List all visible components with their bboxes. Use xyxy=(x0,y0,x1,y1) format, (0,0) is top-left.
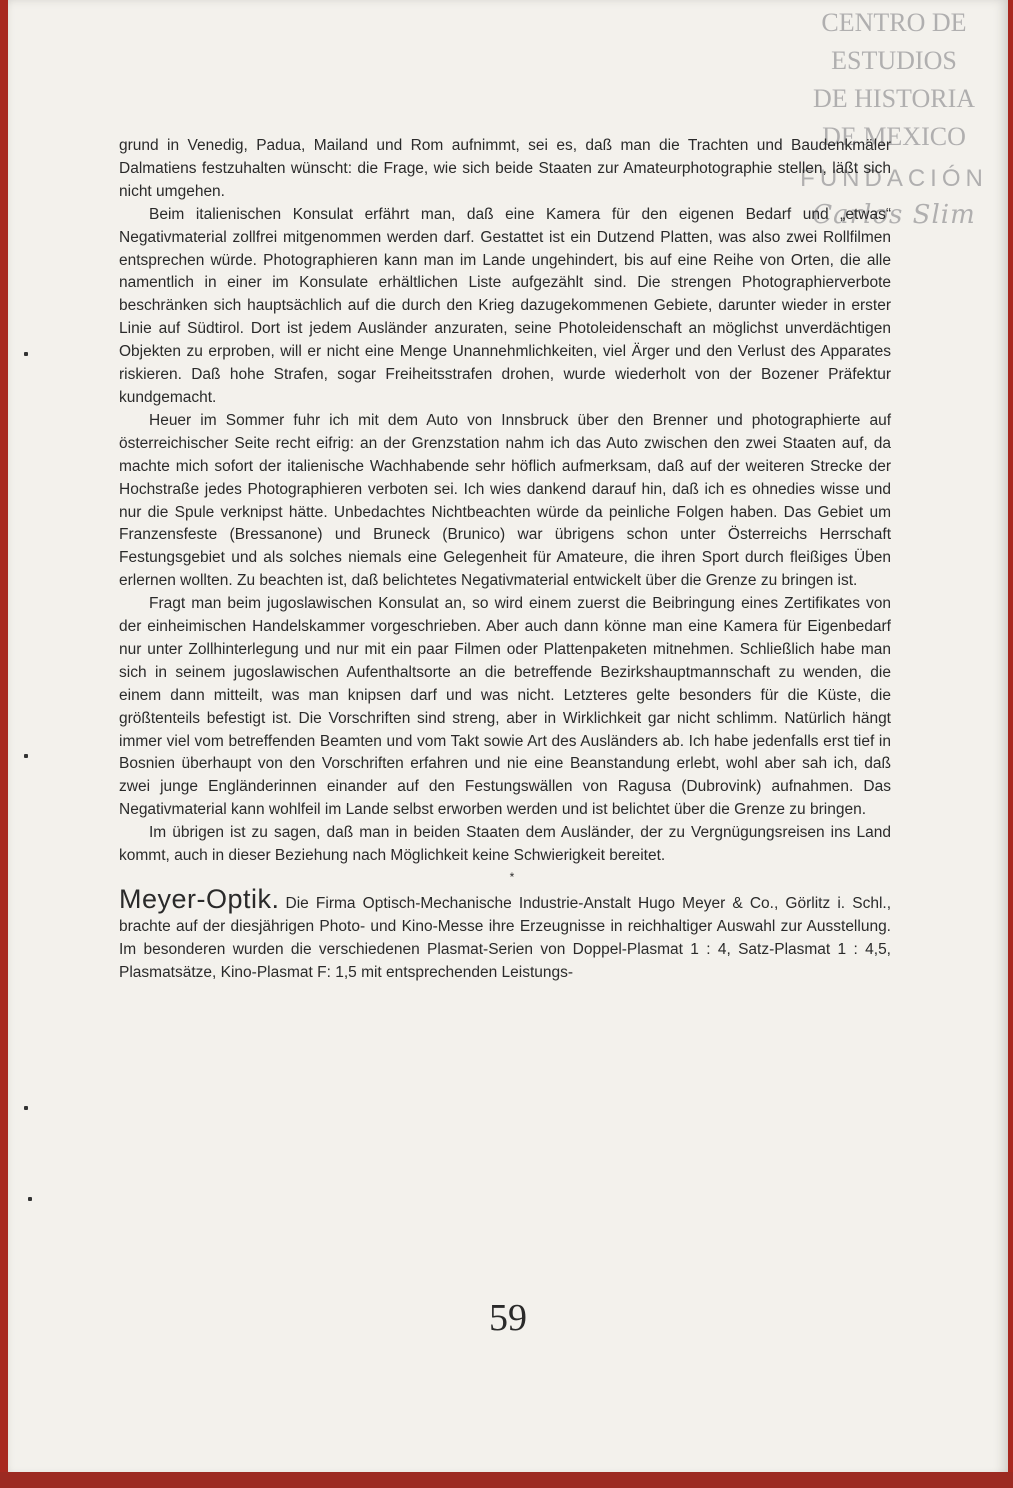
paragraph: Heuer im Sommer fuhr ich mit dem Auto von Innsbruck über den Brenner und photographierte auf österreichischer Seite recht eifrig: an der Grenzstation nahm ich das Auto zwischen den zwei Staaten auf, da machte mich sofort der italienische Wachhabende sehr höflich aufmerksam, daß auf der weiteren Strecke der Hochstraße jedes Photographieren verboten sei. Ich wies dankend darauf hin, daß ich es ohnedies wisse und nur die Spule verknipst hätte. Unbedachtes Nichtbeachten würde da peinliche Folgen haben. Das Gebiet um Franzensfeste (Bressanone) und Bruneck (Brunico) war übrigens schon unter Österreichs Herrschaft Festungsgebiet und als solches niemals eine Gelegenheit für Amateure, die ihren Sport durch fleißiges Üben erlernen wollten. Zu beachten ist, daß belichtetes Negativmaterial entwickelt über die Grenze zu bringen ist. xyxy=(119,411,891,590)
page-number: 59 xyxy=(489,1297,527,1339)
paragraph: grund in Venedig, Padua, Mailand und Rom aufnimmt, sei es, daß man die Trachten und Baudenkmäler Dalmatiens festzuhalten wünscht: die Frage, wie sich beide Staaten zur Amateurphotographie stellen, läßt sich nicht umgehen. xyxy=(119,137,891,200)
paragraph: Im übrigen ist zu sagen, daß man in beiden Staaten dem Ausländer, der zu Vergnügungsreisen ins Land kommt, auch in dieser Beziehung nach Möglichkeit keine Schwierigkeit bereitet. xyxy=(119,824,891,865)
section-separator: * xyxy=(509,870,515,884)
watermark-signature: Carlos Slim xyxy=(812,200,976,230)
body-text xyxy=(119,135,891,985)
paragraph: Beim italienischen Konsulat erfährt man, daß eine Kamera für den eigenen Bedarf und „etwas“ Negativmaterial zollfrei mitgenommen werden darf. Gestattet ist ein Dutzend Platten, was also zwei Rollfilmen entsprechen würde. Photographieren kann man im Lande ungehindert, bis auf eine Reihe von Orten, die alle namentlich in einer im Konsulate erhältlichen Liste aufgezählt sind. Die strengen Photographierverbote beschränken sich hauptsächlich auf die durch den Krieg dazugekommenen Gebiete, darunter wieder in erster Linie auf Südtirol. Dort ist jedem Ausländer anzuraten, seine Photoleidenschaft an möglichst unverdächtigen Objekten zu erproben, will er nicht eine Menge Unannehmlichkeiten, viel Ärger und den Verlust des Apparates riskieren. Daß hohe Strafen, sogar Freiheitsstrafen drohen, wurde wiederholt von der Bozener Präfektur kundgemacht. xyxy=(119,205,891,406)
section-text: Die Firma Optisch-Mechanische Industrie-Anstalt Hugo Meyer & Co., Görlitz i. Schl., brachte auf der diesjährigen Photo- und Kino-Messe ihre Erzeugnisse in reichhaltiger Auswahl zur Ausstellung. Im besonderen wurden die verschiedenen Plasmat-Serien von Doppel-Plasmat 1 : 4, Satz-Plasmat 1 : 4,5, Plasmatsätze, Kino-Plasmat F: 1,5 mit entsprechenden Leistungs- xyxy=(119,895,891,981)
section-paragraph xyxy=(119,884,891,985)
paragraph: Fragt man beim jugoslawischen Konsulat an, so wird einem zuerst die Beibringung eines Zertifikates von der einheimischen Handelskammer vorgeschrieben. Aber auch dann könne man eine Kamera für Eigenbedarf nur unter Zollhinterlegung und nur mit ein paar Filmen oder Plattenpaketen mitnehmen. Schließlich habe man sich in seinem jugoslawischen Aufenthaltsorte an die betreffende Bezirkshauptmannschaft zu wenden, die einem dann mitteilt, was man knipsen darf und was nicht. Letzteres gelte besonders für die Küste, die größtenteils befestigt ist. Die Vorschriften sind streng, aber in Wirklichkeit gar nicht schlimm. Natürlich hängt immer viel vom betreffenden Beamten und vom Takt sowie Art des Ausländers ab. Ich habe jedenfalls erst tief in Bosnien überhaupt von den Vorschriften erfahren und nie eine Beanstandung erlebt, wohl aber sah ich, daß zwei junge Engländerinnen einander auf den Festungswällen von Ragusa (Dubrovink) aufnahmen. Das Negativmaterial kann wohlfeil im Lande selbst erworben werden und ist belichtet über die Grenze zu bringen. xyxy=(119,595,891,819)
margin-mark xyxy=(24,352,28,356)
watermark-foundation: FUNDACIÓN xyxy=(800,165,988,192)
watermark-line: ESTUDIOS xyxy=(831,46,957,75)
background-edge xyxy=(0,1472,1013,1488)
section-heading: Meyer-Optik. xyxy=(119,884,280,914)
watermark-line: DE MEXICO xyxy=(822,122,966,151)
watermark-line: DE HISTORIA xyxy=(812,84,976,113)
margin-mark xyxy=(24,1106,28,1110)
watermark-line: CENTRO DE xyxy=(821,8,967,37)
margin-mark xyxy=(24,754,28,758)
document-page xyxy=(8,0,1008,1478)
margin-mark xyxy=(28,1197,32,1201)
